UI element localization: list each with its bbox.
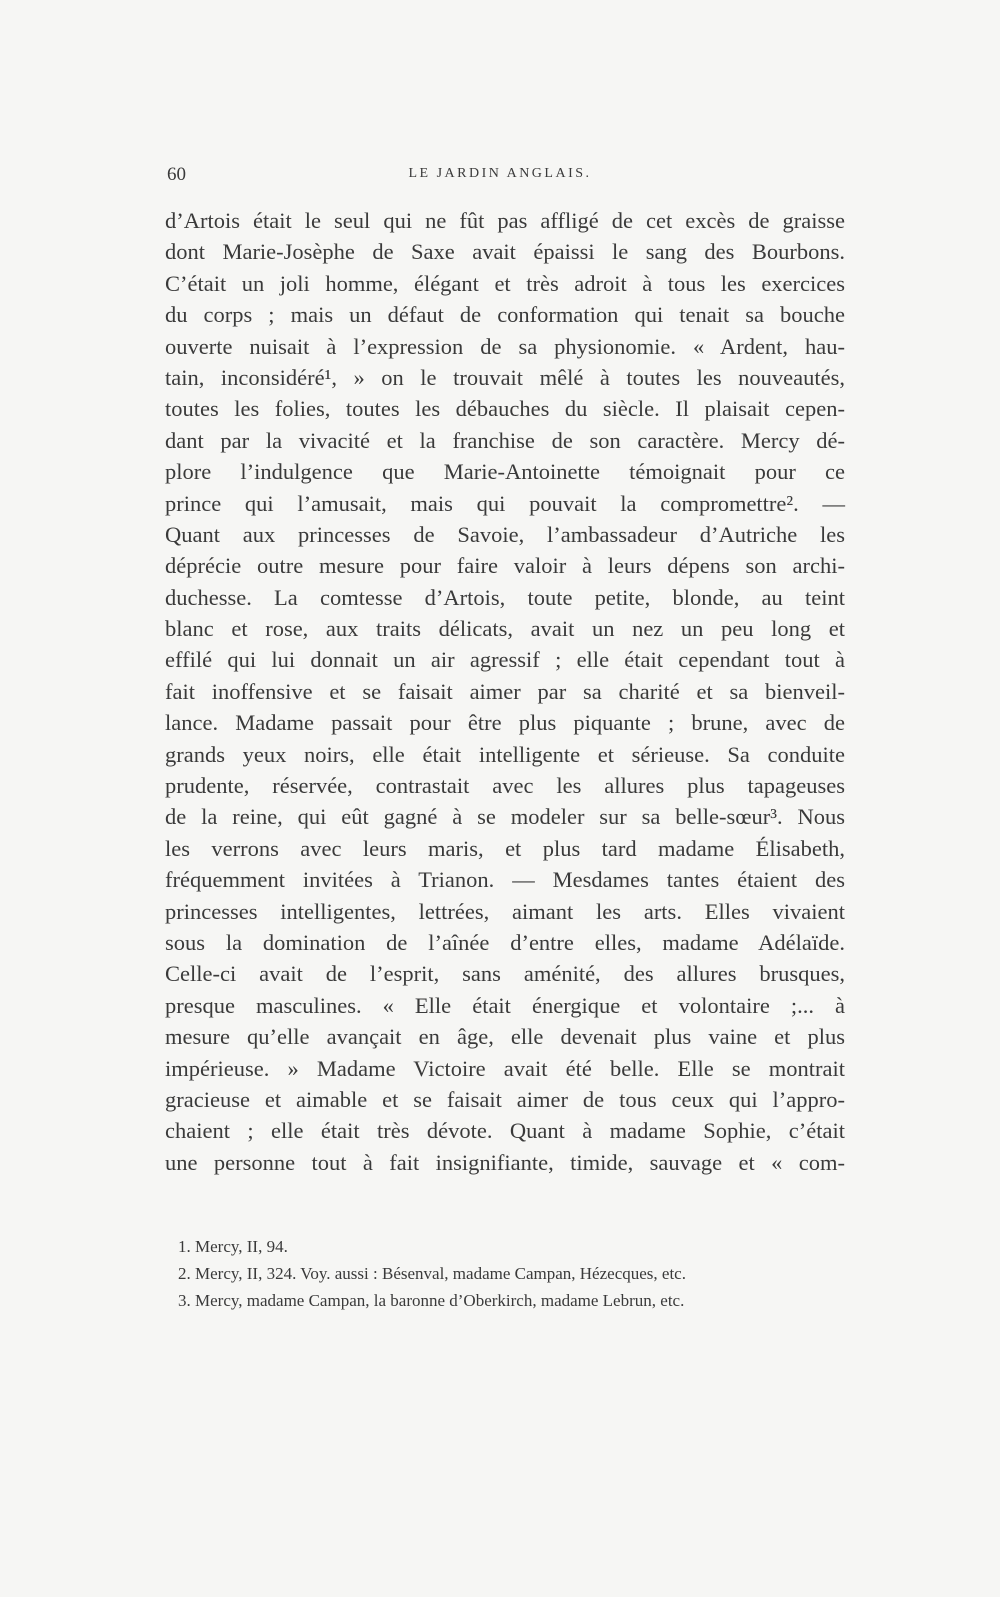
text-line: les verrons avec leurs maris, et plus tard madame Élisabeth, [165,835,845,861]
text-line: grands yeux noirs, elle était intelligente et sérieuse. Sa conduite [165,741,845,767]
body-text [165,205,845,1178]
footnote-2: 2. Mercy, II, 324. Voy. aussi : Bésenval, madame Campan, Hézecques, etc. [178,1264,686,1283]
text-line: effilé qui lui donnait un air agressif ; elle était cependant tout à [165,647,845,673]
text-line: d’Artois était le seul qui ne fût pas affligé de cet excès de graisse [165,208,845,233]
text-line: chaient ; elle était très dévote. Quant à madame Sophie, c’était [165,1118,845,1144]
text-line: Quant aux princesses de Savoie, l’ambassadeur d’Autriche les [165,521,845,547]
text-line: de la reine, qui eût gagné à se modeler sur sa belle-sœur³. Nous [165,804,845,830]
text-line: prudente, réservée, contrastait avec les allures plus tapageuses [165,773,845,799]
text-line: presque masculines. « Elle était énergique et volontaire ;... à [165,992,845,1018]
text-line: impérieuse. » Madame Victoire avait été belle. Elle se montrait [165,1055,845,1081]
footnotes [178,1233,838,1314]
text-line: fait inoffensive et se faisait aimer par sa charité et sa bienveil- [165,678,845,704]
text-line: dant par la vivacité et la franchise de son caractère. Mercy dé- [165,427,845,453]
text-line: mesure qu’elle avançait en âge, elle devenait plus vaine et plus [165,1024,845,1050]
text-line: blanc et rose, aux traits délicats, avait un nez un peu long et [165,616,845,642]
text-line: fréquemment invitées à Trianon. — Mesdames tantes étaient des [165,867,845,893]
text-line: sous la domination de l’aînée d’entre elles, madame Adélaïde. [165,929,845,955]
text-line: C’était un joli homme, élégant et très adroit à tous les exercices [165,270,845,296]
text-line: Celle-ci avait de l’esprit, sans aménité, des allures brusques, [165,961,845,987]
footnote-1: 1. Mercy, II, 94. [178,1237,288,1256]
text-line: dont Marie-Josèphe de Saxe avait épaissi le sang des Bourbons. [165,239,845,265]
text-line: prince qui l’amusait, mais qui pouvait la compromettre². — [165,490,845,516]
text-line: toutes les folies, toutes les débauches du siècle. Il plaisait cepen- [165,396,845,422]
page-number: 60 [167,164,186,185]
text-line: ouverte nuisait à l’expression de sa physionomie. « Ardent, hau- [165,333,845,359]
text-line: déprécie outre mesure pour faire valoir à leurs dépens son archi- [165,553,845,579]
running-title: LE JARDIN ANGLAIS. [408,166,592,181]
text-line: princesses intelligentes, lettrées, aimant les arts. Elles vivaient [165,898,845,924]
page-header [167,164,833,192]
text-line: une personne tout à fait insignifiante, timide, sauvage et « com- [165,1149,845,1175]
text-line: tain, inconsidéré¹, » on le trouvait mêlé à toutes les nouveautés, [165,364,845,390]
text-line: duchesse. La comtesse d’Artois, toute petite, blonde, au teint [165,584,845,610]
text-line: du corps ; mais un défaut de conformation qui tenait sa bouche [165,302,845,328]
text-line: gracieuse et aimable et se faisait aimer de tous ceux qui l’appro- [165,1086,845,1112]
text-line: lance. Madame passait pour être plus piquante ; brune, avec de [165,710,845,736]
text-line: plore l’indulgence que Marie-Antoinette témoignait pour ce [165,459,845,485]
footnote-3: 3. Mercy, madame Campan, la baronne d’Oberkirch, madame Lebrun, etc. [178,1291,685,1310]
